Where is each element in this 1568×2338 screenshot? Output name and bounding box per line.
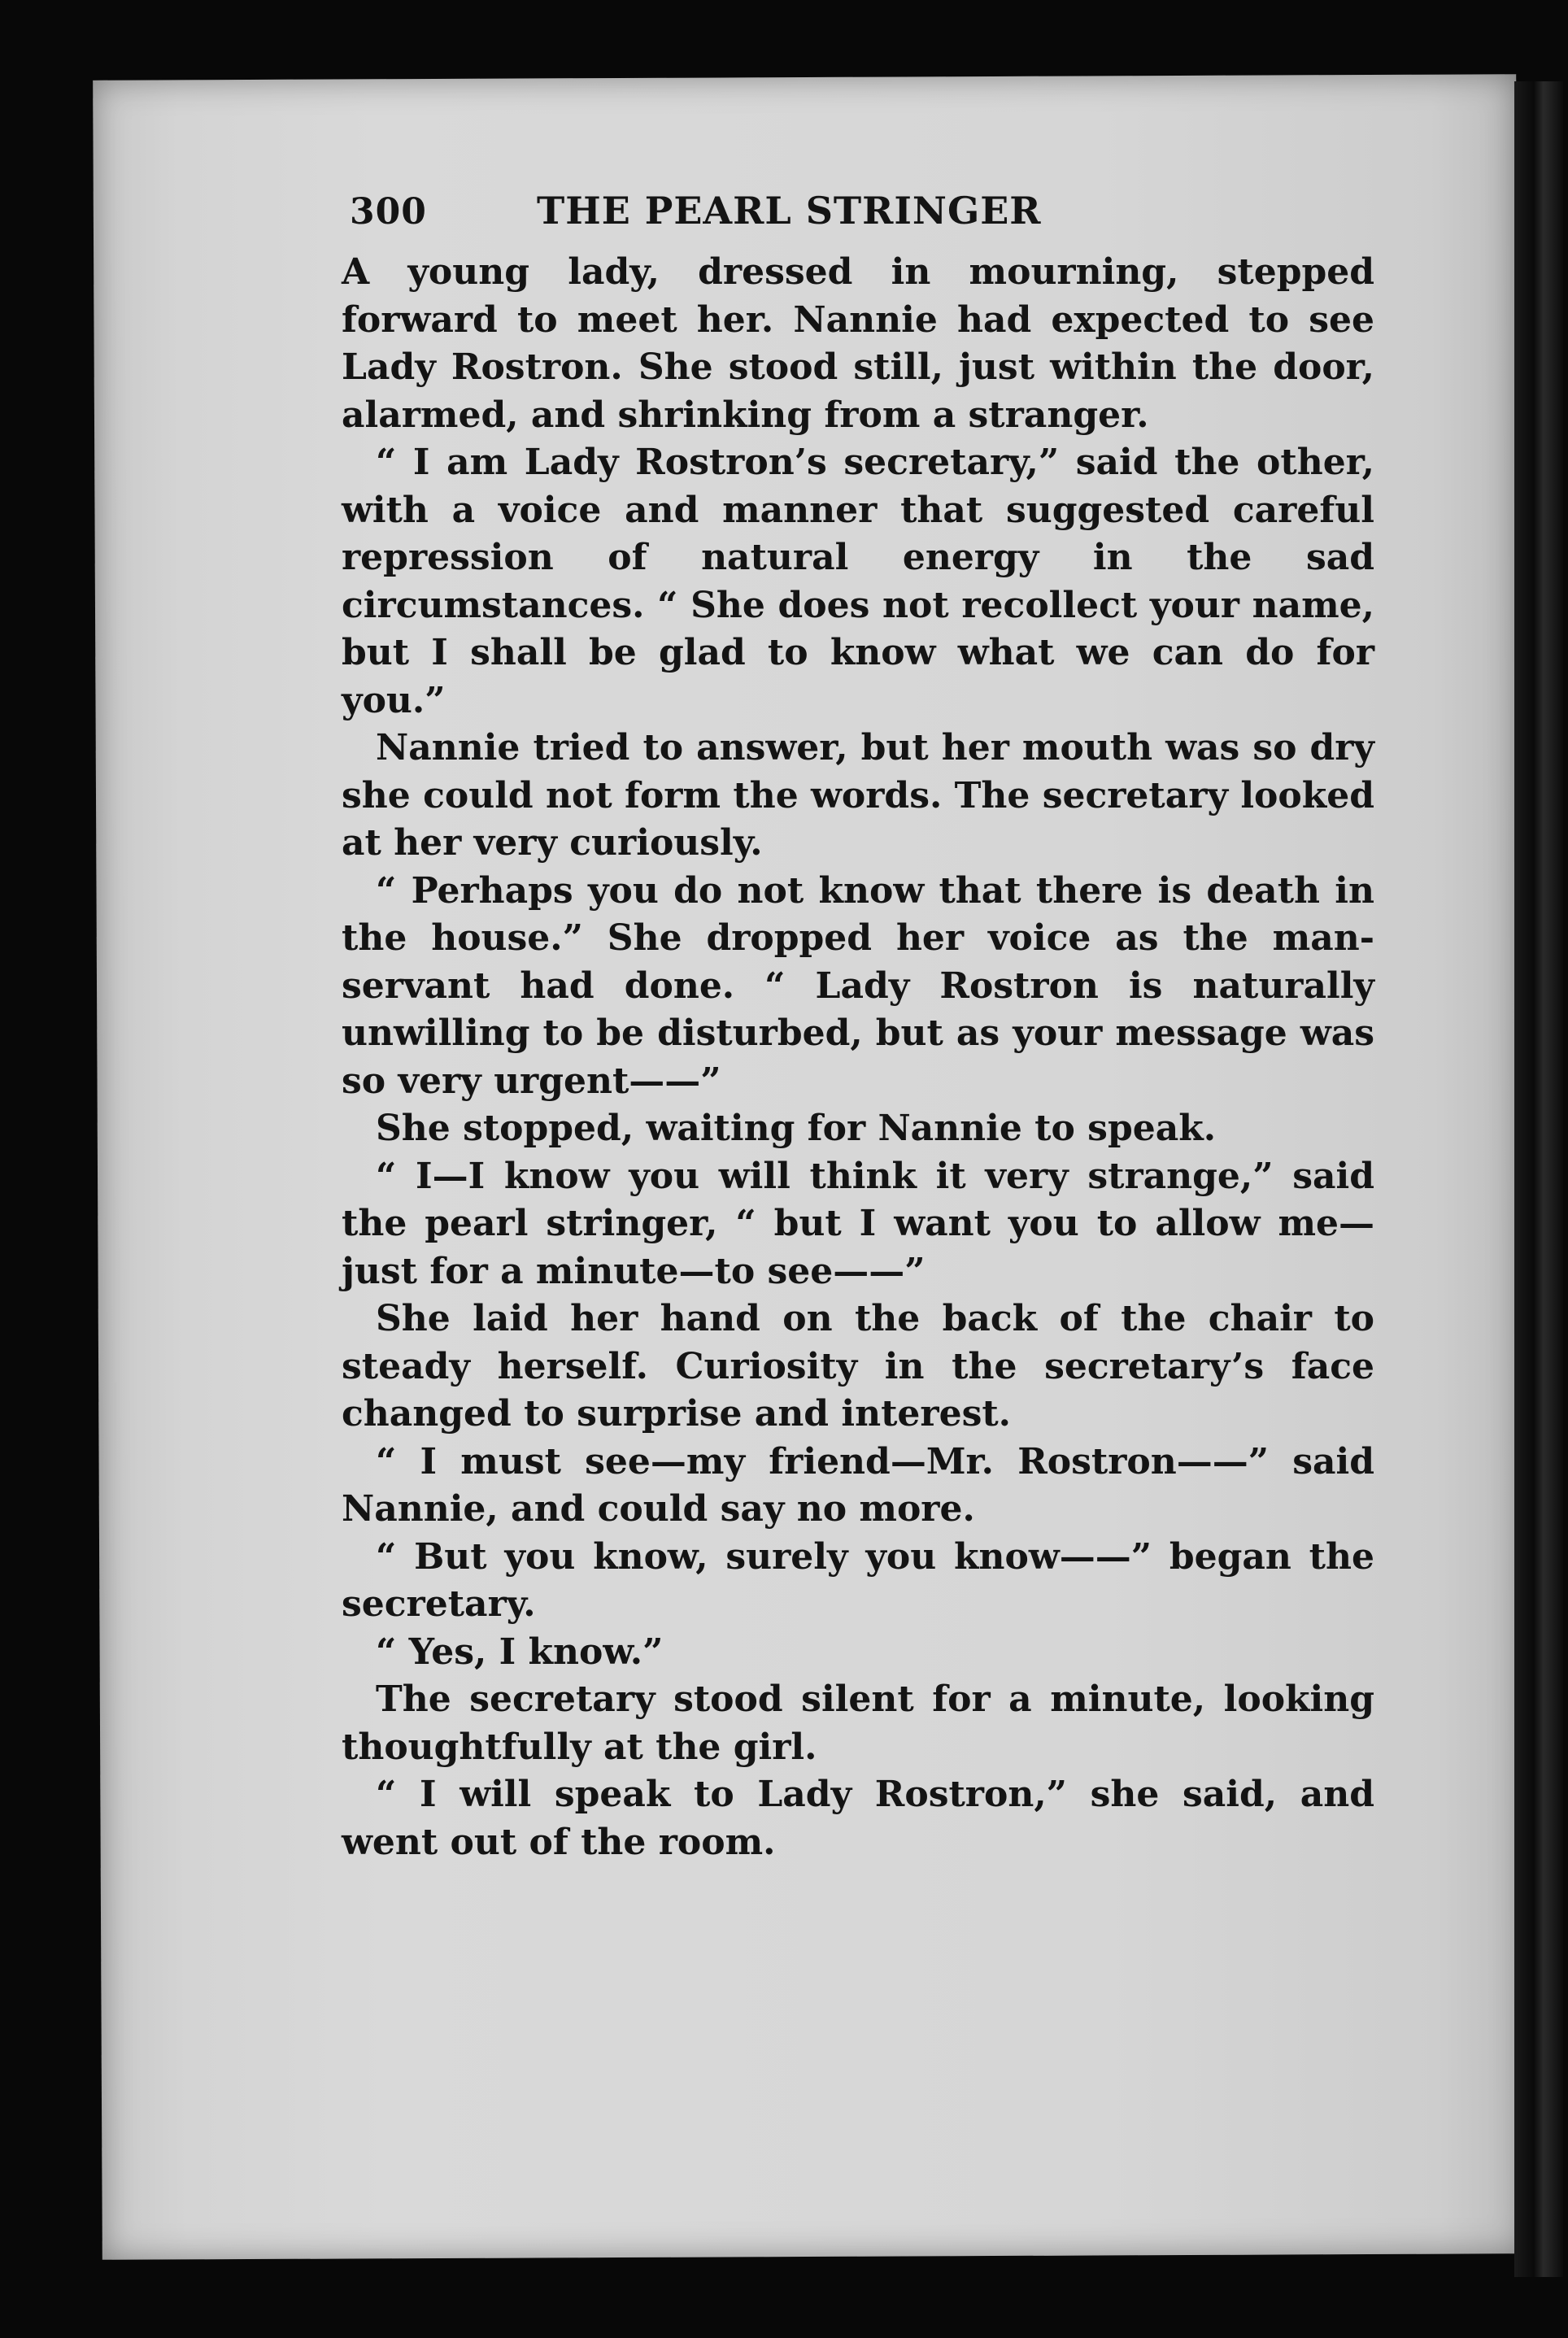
book-title: THE PEARL STRINGER [537,189,1042,233]
paragraph-7: She laid her hand on the back of the chair to steady herself. Curiosity in the secretary’s face changed to surprise and interest. [342,1298,1374,1435]
paragraph-12: “ I will speak to Lady Rostron,” she said, and went out of the room. [342,1774,1374,1863]
paragraph-2: “ I am Lady Rostron’s secretary,” said the other, with a voice and manner that suggested careful repression of natural energy in the sad circumstances. “ She does not recollect your name, but I shall be glad to know what we can do for you.” [342,442,1374,721]
paragraph-11: The secretary stood silent for a minute, looking thoughtfully at the girl. [342,1678,1374,1768]
paragraph-5: She stopped, waiting for Nannie to speak. [376,1108,1217,1149]
paragraph-8: “ I must see—my friend—Mr. Rostron——” said Nannie, and could say no more. [342,1440,1374,1530]
paragraph-4: “ Perhaps you do not know that there is death in the house.” She dropped her voice as the man-servant had done. “ Lady Rostron is naturally unwilling to be disturbed, but as your message was so very urgent——” [342,869,1374,1102]
running-head [350,187,1374,234]
paragraph-1: A young lady, dressed in mourning, stepped forward to meet her. Nannie had expected to see Lady Rostron. She stood still, just within the door, alarmed, and shrinking from a stranger. [342,251,1374,436]
paragraph-3: Nannie tried to answer, but her mouth was so dry she could not form the words. The secretary looked at her very curiously. [342,727,1374,864]
paragraph-6: “ I—I know you will think it very strange,” said the pearl stringer, “ but I want you to allow me—just for a minute—to see——” [342,1155,1374,1292]
page-edge-shadow [1514,81,1563,2277]
paragraph-10: “ Yes, I know.” [376,1631,664,1673]
page-number: 300 [350,191,427,233]
page-text-block [342,187,1374,1866]
paragraph-9: “ But you know, surely you know——” began the secretary. [342,1535,1374,1625]
